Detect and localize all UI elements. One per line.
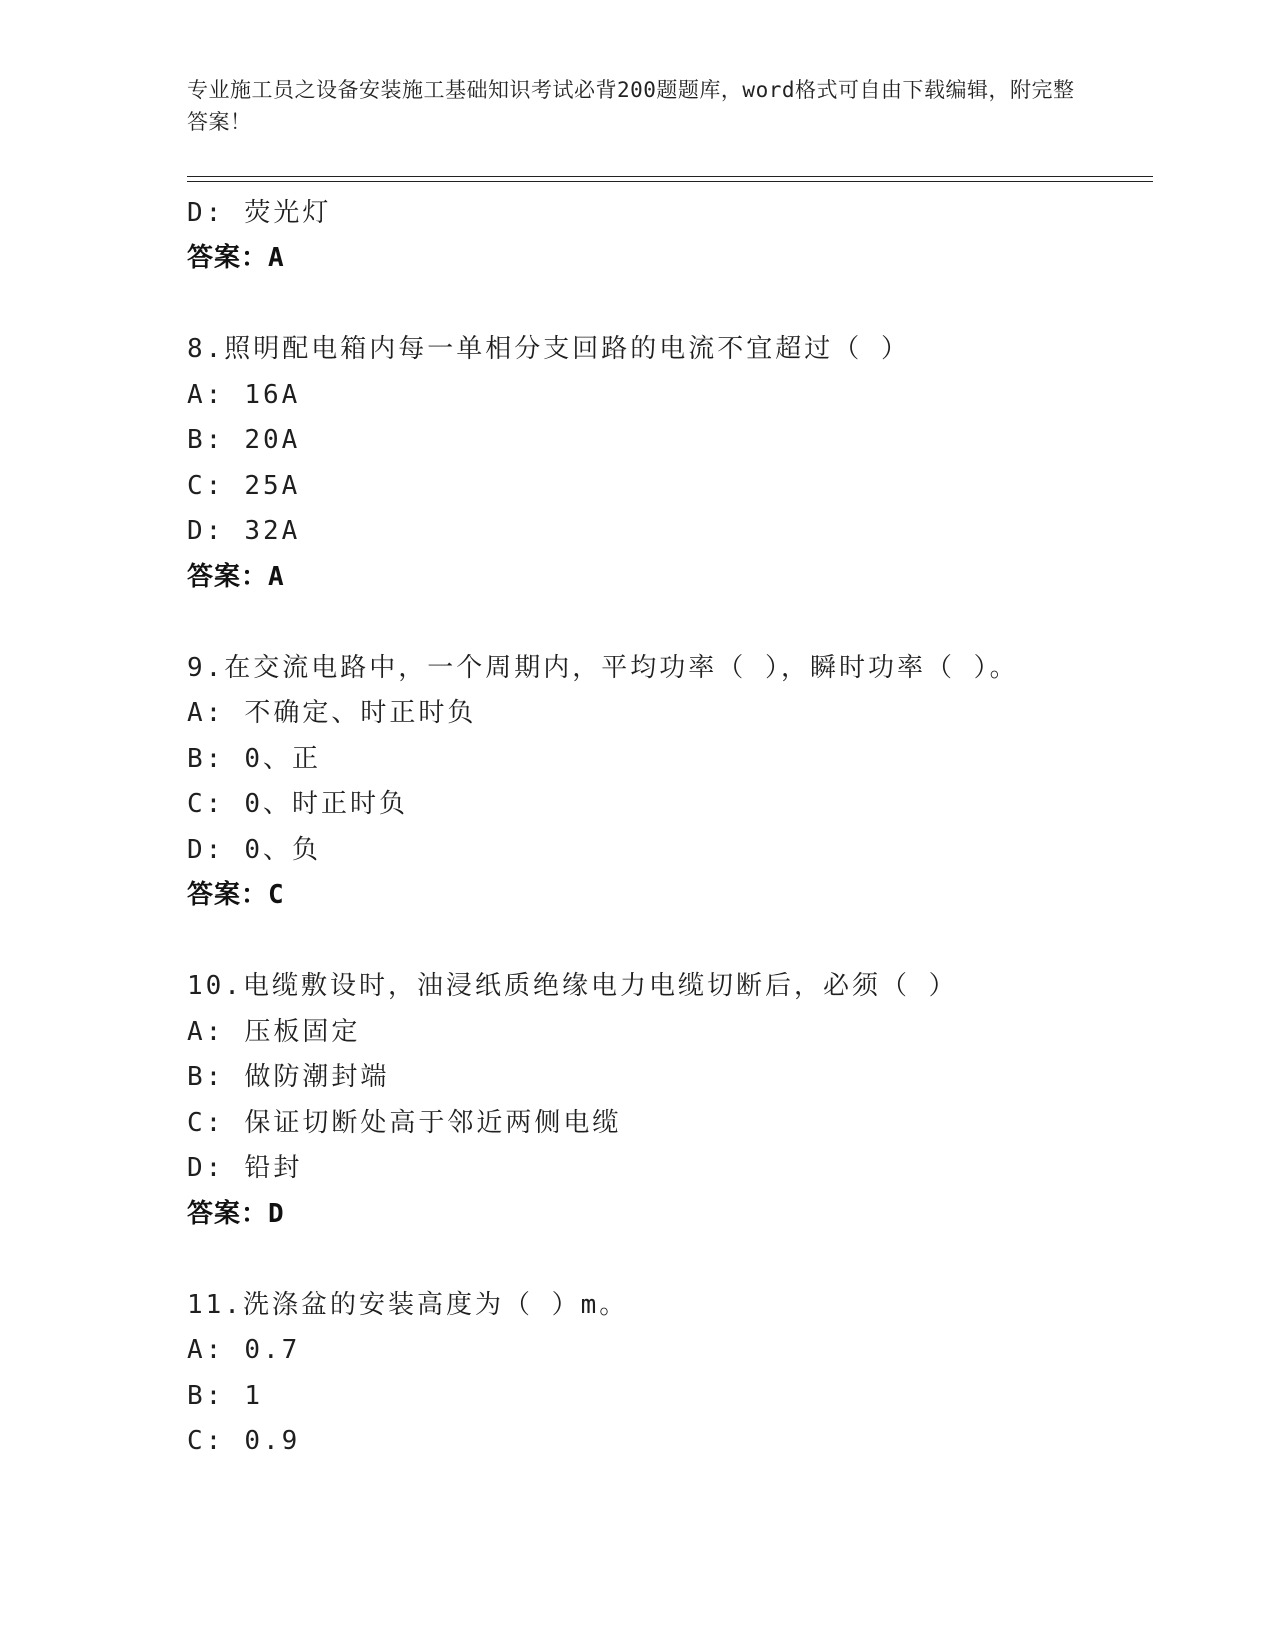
question-stem: 9.在交流电路中，一个周期内，平均功率（ ），瞬时功率（ ）。 [187,652,1019,683]
page-header: 专业施工员之设备安装施工基础知识考试必背200题题库，word格式可自由下载编辑，附完整答案！ [187,78,1075,134]
answer-line: 答案：C [187,880,285,911]
option-c [187,1419,1147,1465]
option-text: 32A [244,516,301,547]
option-text: 16A [244,379,301,410]
header-divider-bottom [187,181,1153,182]
option-b [187,1373,1147,1419]
answer-line: 答案：D [187,1198,285,1229]
option-text: 做防潮封端 [244,1062,390,1093]
option-c [187,463,1147,509]
option-c [187,1100,1147,1146]
option-text: 铅封 [244,1153,303,1184]
option-key: D: [187,1153,225,1184]
option-text: 25A [244,470,301,501]
option-c [187,782,1147,828]
exam-content [187,190,1147,1464]
answer-line: 答案：A [187,561,285,592]
question-stem: 8.照明配电箱内每一单相分支回路的电流不宜超过（ ） [187,334,910,365]
option-text: 压板固定 [244,1016,361,1047]
option-text: 不确定、时正时负 [244,698,477,729]
option-d [187,190,1147,236]
question-stem: 10.电缆敷设时，油浸纸质绝缘电力电缆切断后，必须（ ） [187,971,958,1002]
option-key: B: [187,743,225,774]
option-b [187,418,1147,464]
option-text: 0、时正时负 [244,789,408,820]
option-key: A: [187,1016,225,1047]
option-d [187,1146,1147,1192]
option-a [187,1009,1147,1055]
option-key: A: [187,698,225,729]
option-text: 0.7 [244,1335,301,1366]
option-key: B: [187,1380,225,1411]
option-key: D: [187,197,225,228]
option-key: C: [187,1426,225,1457]
option-key: A: [187,379,225,410]
option-text: 20A [244,425,301,456]
answer-line: 答案：A [187,243,285,274]
option-text: 荧光灯 [244,197,332,228]
header-divider-top [187,176,1153,177]
option-key: D: [187,516,225,547]
option-text: 保证切断处高于邻近两侧电缆 [244,1107,622,1138]
option-a [187,691,1147,737]
option-d [187,509,1147,555]
option-text: 0、正 [244,743,321,774]
question-stem: 11.洗涤盆的安装高度为（ ）m。 [187,1289,629,1320]
option-a [187,372,1147,418]
option-text: 0、负 [244,834,321,865]
option-b [187,1055,1147,1101]
option-a [187,1328,1147,1374]
option-b [187,736,1147,782]
option-key: B: [187,1062,225,1093]
option-key: A: [187,1335,225,1366]
option-key: D: [187,834,225,865]
option-text: 0.9 [244,1426,301,1457]
option-key: C: [187,470,225,501]
option-key: B: [187,425,225,456]
option-text: 1 [244,1380,263,1411]
option-d [187,827,1147,873]
option-key: C: [187,1107,225,1138]
option-key: C: [187,789,225,820]
